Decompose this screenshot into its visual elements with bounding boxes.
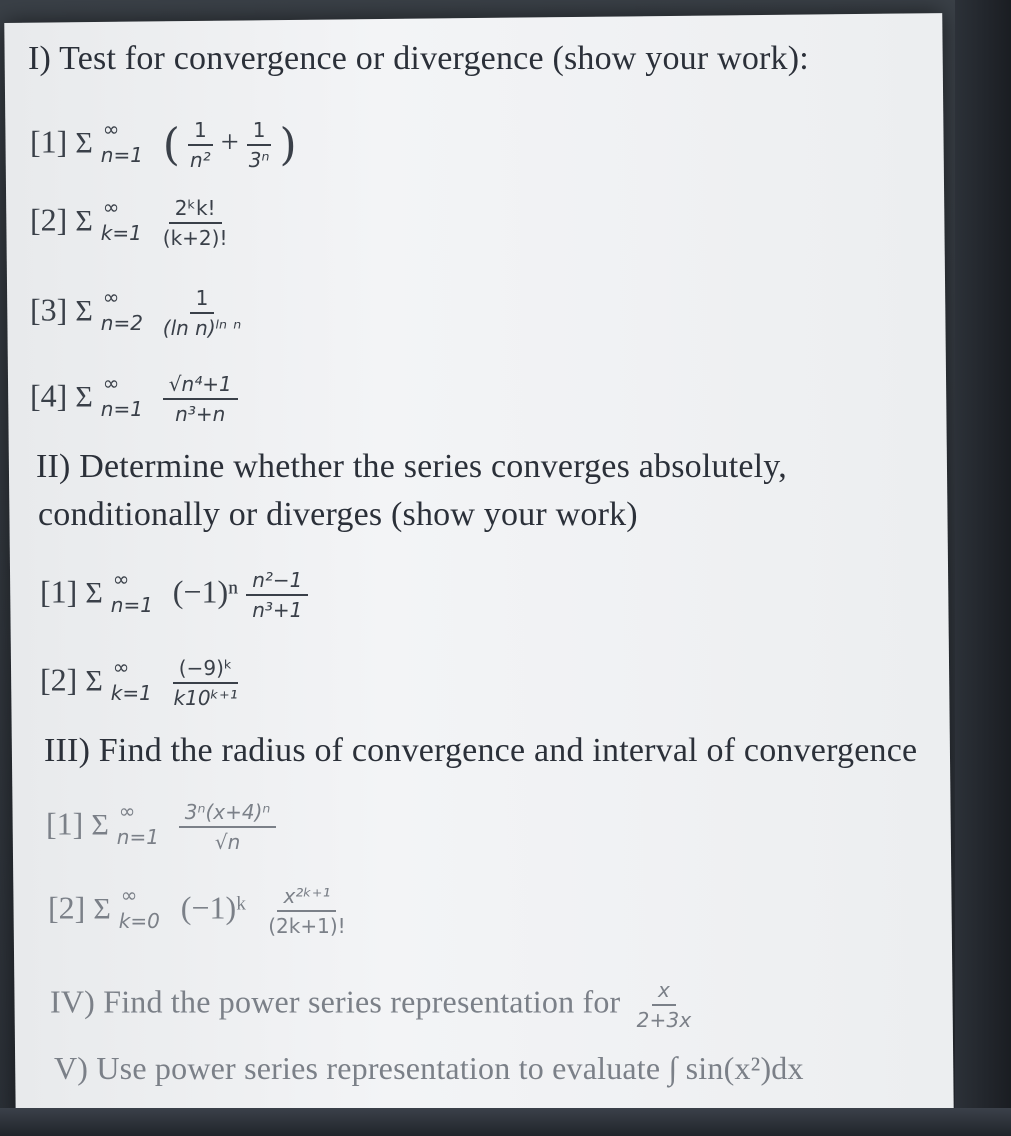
problem-label: [4]	[30, 377, 68, 414]
section-i-title: I) Test for convergence or divergence (show your work):	[28, 40, 809, 77]
fraction	[173, 656, 239, 710]
sum-limits	[116, 799, 171, 849]
numerator: 1	[247, 118, 272, 146]
section-iv	[50, 978, 691, 1032]
sum-limits	[100, 117, 155, 167]
numerator: 1	[188, 118, 213, 146]
section-ii-title-line1: II) Determine whether the series converges absolutely,	[36, 448, 787, 485]
upper-limit: ∞	[120, 883, 138, 907]
right-paren: )	[279, 119, 297, 171]
problem-iii-2	[48, 884, 346, 938]
sigma-symbol: Σ	[91, 808, 109, 842]
numerator: n²−1	[246, 568, 308, 596]
upper-limit: ∞	[102, 285, 120, 309]
problem-i-2	[30, 196, 227, 250]
denominator: (2k+1)!	[268, 914, 346, 938]
lower-limit: n=1	[116, 825, 159, 849]
sign-factor: (−1)ⁿ	[172, 573, 239, 610]
left-paren: (	[162, 119, 180, 171]
denominator: n²	[189, 148, 211, 172]
numerator: (−9)ᵏ	[173, 656, 239, 684]
numerator: x	[652, 978, 676, 1006]
sigma-symbol: Σ	[75, 204, 93, 238]
problem-i-1	[30, 118, 297, 172]
sum-limits	[110, 655, 165, 705]
denominator: k10ᵏ⁺¹	[173, 686, 238, 710]
denominator: √n	[214, 830, 241, 854]
lower-limit: k=0	[118, 909, 160, 933]
problem-label: [1]	[30, 123, 68, 160]
section-v-title: V) Use power series representation to evaluate ∫ sin(x²)dx	[54, 1050, 804, 1086]
upper-limit: ∞	[102, 117, 120, 141]
sigma-symbol: Σ	[85, 664, 103, 698]
sum-limits	[100, 371, 155, 421]
denominator: 3ⁿ	[248, 148, 270, 172]
sigma-symbol: Σ	[85, 576, 103, 610]
fraction	[163, 372, 238, 426]
problem-ii-1	[40, 568, 308, 622]
problem-label: [3]	[30, 291, 68, 328]
lower-limit: k=1	[110, 681, 152, 705]
sum-limits	[100, 195, 155, 245]
upper-limit: ∞	[102, 195, 120, 219]
sum-limits	[110, 567, 165, 617]
lower-limit: n=1	[100, 143, 143, 167]
numerator: 3ⁿ(x+4)ⁿ	[179, 800, 277, 828]
lower-limit: n=2	[100, 311, 143, 335]
problem-label: [1]	[40, 573, 78, 610]
sum-limits	[100, 285, 155, 335]
problem-i-4	[30, 372, 238, 426]
section-iv-title: IV) Find the power series representation for	[50, 983, 621, 1020]
upper-limit: ∞	[112, 567, 130, 591]
problem-label: [2]	[48, 889, 86, 926]
sum-limits	[118, 883, 173, 933]
lower-limit: n=1	[110, 593, 153, 617]
problem-ii-2	[40, 656, 238, 710]
denominator: n³+1	[252, 598, 303, 622]
lower-limit: n=1	[100, 397, 143, 421]
sigma-symbol: Σ	[93, 892, 111, 926]
fraction	[163, 196, 228, 250]
upper-limit: ∞	[102, 371, 120, 395]
denominator: (k+2)!	[162, 226, 228, 250]
upper-limit: ∞	[118, 799, 136, 823]
numerator: 2ᵏk!	[169, 196, 222, 224]
sigma-symbol: Σ	[75, 294, 93, 328]
denominator: n³+n	[175, 402, 226, 426]
fraction	[637, 978, 692, 1032]
fraction	[268, 884, 345, 938]
section-iii-title: III) Find the radius of convergence and interval of convergence	[44, 732, 918, 769]
fraction	[163, 286, 242, 340]
fraction-2	[247, 118, 272, 172]
numerator: √n⁴+1	[163, 372, 238, 400]
numerator: x²ᵏ⁺¹	[277, 884, 336, 912]
problem-iii-1	[46, 800, 276, 854]
problem-label: [1]	[46, 805, 84, 842]
fraction	[179, 800, 277, 854]
upper-limit: ∞	[112, 655, 130, 679]
lower-limit: k=1	[100, 221, 142, 245]
fraction-1	[188, 118, 213, 172]
sign-factor: (−1)ᵏ	[180, 889, 247, 926]
fraction	[246, 568, 308, 622]
problem-label: [2]	[30, 201, 68, 238]
plus-sign: +	[220, 123, 239, 160]
problem-label: [2]	[40, 661, 78, 698]
desk-edge	[955, 0, 1011, 1136]
denominator: (ln n)ˡⁿ ⁿ	[162, 316, 242, 340]
sigma-symbol: Σ	[75, 380, 93, 414]
sigma-symbol: Σ	[75, 126, 93, 160]
numerator: 1	[190, 286, 215, 314]
denominator: 2+3x	[636, 1008, 692, 1032]
bottom-shadow	[0, 1108, 1011, 1136]
problem-i-3	[30, 286, 241, 340]
section-ii-title-line2: conditionally or diverges (show your work)	[38, 496, 638, 533]
